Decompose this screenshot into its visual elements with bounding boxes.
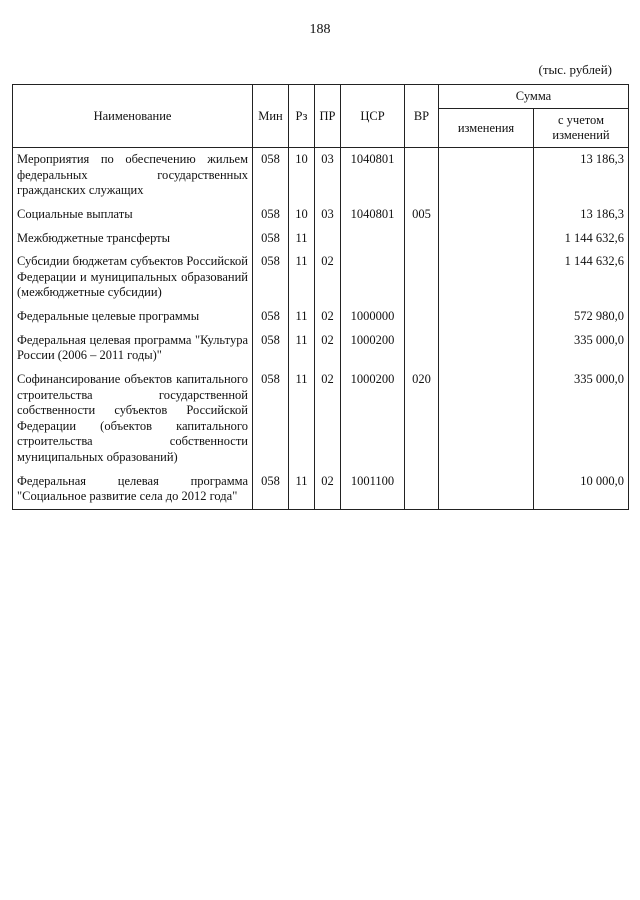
- row-vr: [405, 329, 439, 368]
- row-pr: 02: [315, 368, 341, 470]
- row-rz: 11: [289, 368, 315, 470]
- row-vr: [405, 227, 439, 251]
- row-csr: 1000200: [341, 368, 405, 470]
- row-rz: 10: [289, 148, 315, 203]
- row-name: Федеральные целевые программы: [13, 305, 253, 329]
- table-row: [13, 250, 629, 305]
- row-pr: 02: [315, 250, 341, 305]
- row-with-changes: 335 000,0: [534, 368, 629, 470]
- row-min: 058: [253, 329, 289, 368]
- table-row: [13, 203, 629, 227]
- row-with-changes: 572 980,0: [534, 305, 629, 329]
- row-pr: [315, 227, 341, 251]
- row-csr: 1000200: [341, 329, 405, 368]
- table-row: [13, 305, 629, 329]
- row-name: Мероприятия по обеспечению жильем федеральных государственных гражданских служащих: [13, 148, 253, 203]
- table-row: [13, 148, 629, 203]
- row-name: Федеральная целевая программа "Культура России (2006 – 2011 годы)": [13, 329, 253, 368]
- table-row: [13, 227, 629, 251]
- row-pr: 02: [315, 470, 341, 510]
- row-name: Федеральная целевая программа "Социальное развитие села до 2012 года": [13, 470, 253, 510]
- row-vr: 005: [405, 203, 439, 227]
- row-csr: 1000000: [341, 305, 405, 329]
- row-rz: 11: [289, 227, 315, 251]
- row-with-changes: 10 000,0: [534, 470, 629, 510]
- table-row: [13, 470, 629, 510]
- row-changes: [439, 148, 534, 203]
- row-min: 058: [253, 250, 289, 305]
- header-sum: Сумма: [439, 85, 629, 109]
- header-rz: Рз: [289, 85, 315, 148]
- row-with-changes: 13 186,3: [534, 203, 629, 227]
- row-csr: [341, 227, 405, 251]
- row-min: 058: [253, 305, 289, 329]
- row-min: 058: [253, 148, 289, 203]
- header-csr: ЦСР: [341, 85, 405, 148]
- row-vr: [405, 148, 439, 203]
- row-csr: 1040801: [341, 203, 405, 227]
- units-label: (тыс. рублей): [538, 62, 612, 77]
- header-with-changes: с учетом изменений: [534, 109, 629, 148]
- row-vr: [405, 250, 439, 305]
- row-name: Софинансирование объектов капитального строительства государственной собственности субъектов Российской Федерации (объектов капитального строительства собственности муниципальных образований): [13, 368, 253, 470]
- row-min: 058: [253, 203, 289, 227]
- row-rz: 11: [289, 329, 315, 368]
- page-number: 188: [309, 22, 331, 37]
- table-row: [13, 329, 629, 368]
- row-pr: 02: [315, 329, 341, 368]
- header-pr: ПР: [315, 85, 341, 148]
- row-rz: 11: [289, 305, 315, 329]
- header-name: Наименование: [13, 85, 253, 148]
- budget-table: [12, 84, 629, 510]
- row-with-changes: 1 144 632,6: [534, 227, 629, 251]
- row-pr: 02: [315, 305, 341, 329]
- table-row: [13, 368, 629, 470]
- row-csr: 1001100: [341, 470, 405, 510]
- row-csr: [341, 250, 405, 305]
- row-changes: [439, 203, 534, 227]
- row-min: 058: [253, 227, 289, 251]
- row-rz: 11: [289, 250, 315, 305]
- row-pr: 03: [315, 203, 341, 227]
- row-changes: [439, 329, 534, 368]
- row-name: Межбюджетные трансферты: [13, 227, 253, 251]
- header-changes: изменения: [439, 109, 534, 148]
- row-with-changes: 13 186,3: [534, 148, 629, 203]
- row-with-changes: 335 000,0: [534, 329, 629, 368]
- header-min: Мин: [253, 85, 289, 148]
- row-vr: 020: [405, 368, 439, 470]
- row-vr: [405, 470, 439, 510]
- row-changes: [439, 470, 534, 510]
- row-rz: 10: [289, 203, 315, 227]
- row-changes: [439, 250, 534, 305]
- row-changes: [439, 227, 534, 251]
- row-changes: [439, 368, 534, 470]
- table-header-row: [13, 85, 629, 109]
- row-name: Субсидии бюджетам субъектов Российской Федерации и муниципальных образований (межбюджетные субсидии): [13, 250, 253, 305]
- row-with-changes: 1 144 632,6: [534, 250, 629, 305]
- row-csr: 1040801: [341, 148, 405, 203]
- row-min: 058: [253, 470, 289, 510]
- row-changes: [439, 305, 534, 329]
- row-pr: 03: [315, 148, 341, 203]
- row-vr: [405, 305, 439, 329]
- header-vr: ВР: [405, 85, 439, 148]
- row-rz: 11: [289, 470, 315, 510]
- row-min: 058: [253, 368, 289, 470]
- row-name: Социальные выплаты: [13, 203, 253, 227]
